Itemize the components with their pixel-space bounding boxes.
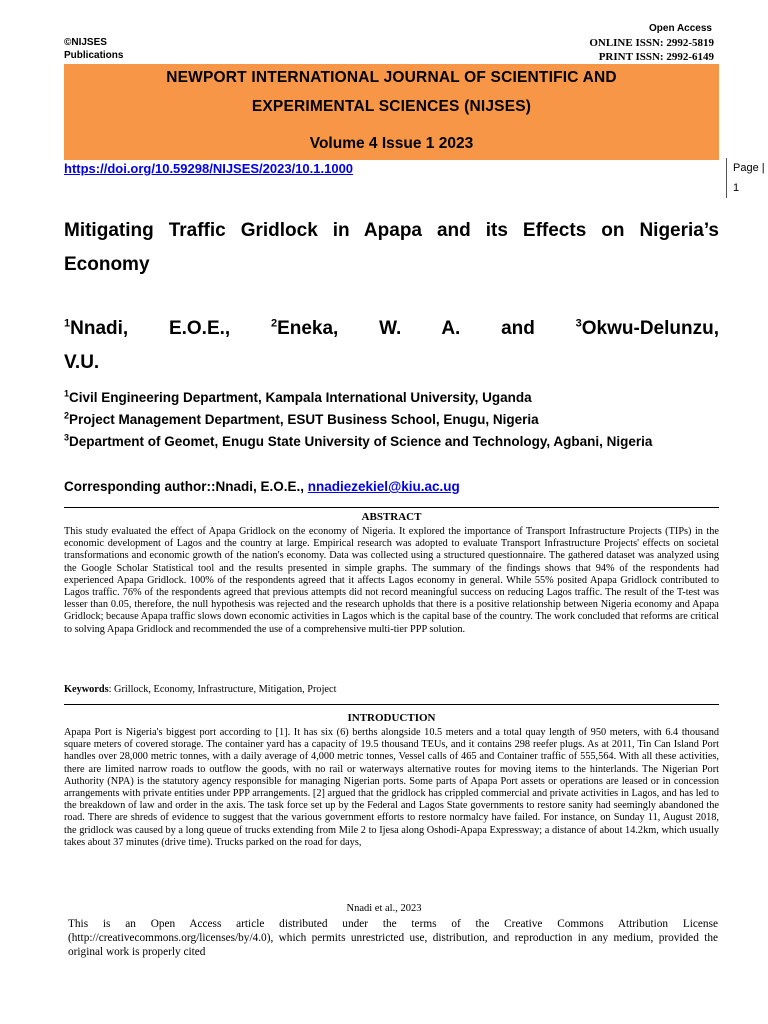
page-number: Page | 1: [726, 158, 768, 198]
affiliation-1-sup: 1: [64, 388, 70, 399]
corresponding-name: Nnadi, E.O.E.,: [215, 479, 305, 494]
brand-line-2: Publications: [64, 50, 124, 61]
article-title: Mitigating Traffic Gridlock in Apapa and its Effects on Nigeria’s Economy: [64, 220, 719, 275]
author-1-name: Nnadi, E.O.E.,: [70, 318, 231, 339]
introduction-text: Apapa Port is Nigeria's biggest port according to [1]. It has six (6) berths alongside 10.5 meters and a total quay length of 950 meters, with 6.4 thousand square meters of covered storage. The container yard has a capacity of 19.5 thousand TEUs, and it contains 298 reefer plugs. As at 2011, Tin Can Island Port handles over 28,000 metric tonnes, with a daily average of 4,000 metric tonnes, Vessel calls of 465 and Container traffic of 555,564. With all these activities, there are limited narrow roads to outflow the goods, with no rail or waterways alternative routes for moving items to the hinterlands. The Nigerian Port Authority (NPA) is the statutory agency responsible for managing Nigerian ports. Some parts of Apapa Port assets or operations are leased or in concession arrangements with private entities under PPP arrangements. [2] argued that the gridlock has crippled commercial and private activities in Lagos, and has led to the breakdown of law and order in the axis. The task force set up by the Federal and Lagos State governments to restore sanity had seemingly abandoned the road. There are shreds of evidence to suggest that the various government efforts to restore normalcy have failed. For instance, on Sunday 11, August 2018, the gridlock was caused by a long queue of trucks extending from Mile 2 to Ijesa along Oshodi-Apapa Expressway; a distance of about 14.2km, which usually takes about 37 minutes (drive time). Trucks parked on the road for days,: [64, 727, 719, 848]
corresponding-email-link[interactable]: nnadiezekiel@kiu.ac.ug: [307, 479, 460, 494]
footer-citation: Nnadi et al., 2023: [346, 903, 422, 914]
corresponding-label: Corresponding author::: [64, 479, 216, 494]
keywords: [64, 684, 719, 695]
abstract-heading: ABSTRACT: [361, 511, 422, 523]
publisher-brand: [64, 36, 123, 62]
author-2-sup: 2: [270, 317, 278, 330]
authors-and: and: [501, 318, 535, 339]
journal-volume: Volume 4 Issue 1 2023: [309, 135, 474, 152]
affiliation-3-text: Department of Geomet, Enugu State University of Science and Technology, Agbani, Nigeria: [69, 434, 653, 449]
author-3-name: Okwu-Delunzu,: [581, 318, 719, 339]
abstract-top-rule: [64, 507, 719, 508]
open-access-label: Open Access: [649, 23, 712, 34]
introduction-heading: INTRODUCTION: [347, 712, 436, 724]
online-issn: ONLINE ISSN: 2992-5819: [589, 37, 714, 49]
affiliation-2-sup: 2: [64, 410, 70, 421]
affiliation-3: [64, 431, 719, 453]
journal-name-line-2: EXPERIMENTAL SCIENCES (NIJSES): [251, 98, 532, 115]
corresponding-author: [64, 476, 719, 498]
affiliation-1: [64, 387, 719, 409]
keywords-label: Keywords: [64, 684, 109, 695]
license-notice: This is an Open Access article distributed under the terms of the Creative Commons Attribution License (http://creativecommons.org/licenses/by/4.0), which permits unrestricted use, distribution, and reproduction in any medium, provided the original work is properly cited: [68, 918, 718, 958]
affiliation-3-sup: 3: [64, 432, 70, 443]
author-2-name: Eneka, W. A.: [277, 318, 461, 339]
brand-line-1: ©NIJSES: [64, 37, 107, 48]
author-line-1: [64, 312, 719, 346]
abstract-text: This study evaluated the effect of Apapa Gridlock on the economy of Nigeria. It explored the importance of Transport Infrastructure Projects (TIPs) in the economic development of Lagos and the country at large. Empirical research was adopted to evaluate Transport Infrastructure Projects' effects on societal transformations and economic growth of the nation's economy. Data was collected using a structured questionnaire. The gathered dataset was analyzed using the Google Scholar Statistical tool and the results presented in simple graphs. The summary of the findings shows that 94% of the respondents had experienced Apapa Gridlock. 100% of the respondents agreed that it affects Lagos economy in general. While 55% posited Apapa Gridlock contributed to Lagos traffic. 76% of the respondents agreed that previous attempts did not record meaningful success on reducing Lagos traffic. The result of the T-test was lesser than 0.05, therefore, the null hypothesis was rejected and the research upholds that there is a positive relationship between Nigeria economy and Apapa Gridlock; because Apapa traffic slows down economic activities in Lagos which is the capital base of the country. The work concluded that reforms are critical to solving Apapa Gridlock and recommended the use of a comprehensive multi-tier PPP solution.: [64, 526, 719, 635]
abstract-bottom-rule: [64, 704, 719, 705]
author-list: [64, 312, 719, 380]
author-line-2: V.U.: [64, 352, 100, 373]
keywords-list: : Grillock, Economy, Infrastructure, Mitigation, Project: [108, 684, 337, 695]
author-1-sup: 1: [64, 317, 71, 330]
journal-banner: [64, 64, 719, 160]
affiliation-2-text: Project Management Department, ESUT Business School, Enugu, Nigeria: [69, 412, 539, 427]
affiliation-2: [64, 409, 719, 431]
print-issn: PRINT ISSN: 2992-6149: [598, 51, 714, 63]
author-3-sup: 3: [575, 317, 582, 330]
doi-link[interactable]: https://doi.org/10.59298/NIJSES/2023/10.1.1000: [64, 161, 354, 176]
affiliation-1-text: Civil Engineering Department, Kampala International University, Uganda: [69, 390, 532, 405]
journal-name-line-1: NEWPORT INTERNATIONAL JOURNAL OF SCIENTIFIC AND: [166, 69, 617, 86]
